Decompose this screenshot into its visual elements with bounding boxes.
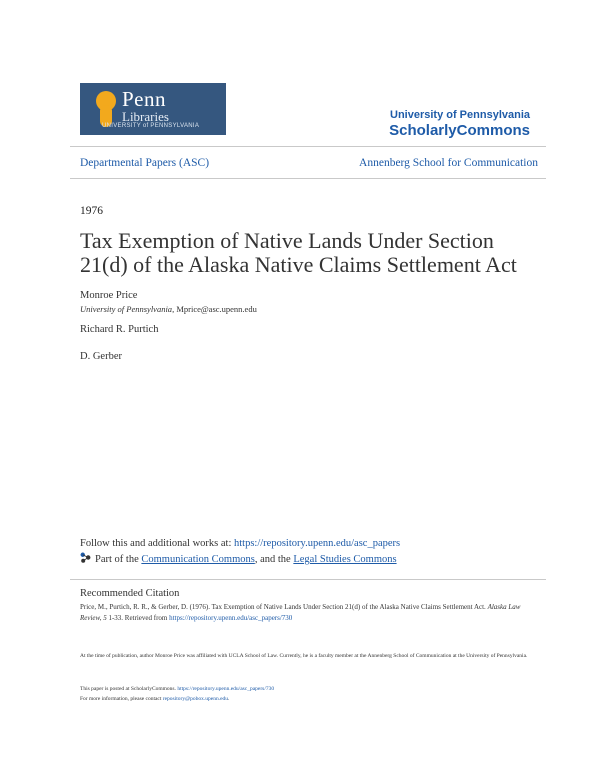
publication-year: 1976 [80,205,103,217]
part-of-line [95,554,397,565]
citation-part2: 1-33. Retrieved from [106,614,170,622]
citation-text [80,602,535,624]
departmental-papers-link[interactable]: Departmental Papers (ASC) [80,157,210,169]
footer-info [80,684,274,704]
contact-email-link[interactable]: repository@pobox.upenn.edu [162,696,229,702]
citation-heading: Recommended Citation [80,588,180,599]
follow-text: Follow this and additional works at: [80,538,234,549]
nav-divider [70,178,546,179]
author-name: D. Gerber [80,351,122,362]
author-email[interactable]: Mprice@asc.upenn.edu [176,304,257,314]
header-divider [70,146,546,147]
logo-penn-text: Penn [122,87,166,111]
citation-journal: Alaska Law Review, 5 [80,603,521,622]
communication-commons-link[interactable]: Communication Commons [141,554,255,565]
brand-university[interactable]: University of Pennsylvania [390,109,530,121]
affiliation-institution: University of Pennsylvania [80,304,173,314]
citation-divider [70,579,546,580]
annenberg-school-link[interactable]: Annenberg School for Communication [359,157,538,169]
paper-title: Tax Exemption of Native Lands Under Section 21(d) of the Alaska Native Claims Settlement Act [80,228,517,277]
affiliation-separator: , [172,304,177,314]
logo-university-text: UNIVERSITY of PENNSYLVANIA [102,123,200,129]
penn-libraries-logo[interactable] [80,83,226,135]
author-name: Richard R. Purtich [80,324,159,335]
posted-prefix: This paper is posted at ScholarlyCommons. [80,686,178,692]
legal-studies-commons-link[interactable]: Legal Studies Commons [293,554,397,565]
brand-scholarlycommons[interactable]: ScholarlyCommons [389,122,530,139]
logo-libraries-text: Libraries [122,109,169,124]
posted-line [80,684,274,694]
partof-prefix: Part of the [95,554,142,565]
author-name: Monroe Price [80,290,138,301]
affiliation-note: At the time of publication, author Monroe Price was affiliated with UCLA School of Law. Currently, he is a faculty member at the Annenberg School of Communication at the University of Pennsylvania. [80,653,528,659]
follow-line [80,538,400,549]
contact-line [80,694,274,704]
follow-url-link[interactable]: https://repository.upenn.edu/asc_papers [234,538,401,549]
author-affiliation [80,304,257,314]
contact-prefix: For more information, please contact [80,696,163,702]
commons-network-icon [80,552,91,563]
partof-middle: , and the [254,554,294,565]
contact-suffix: . [228,696,230,702]
citation-url-link[interactable]: https://repository.upenn.edu/asc_papers/730 [169,614,293,622]
citation-part1: Price, M., Purtich, R. R., & Gerber, D. (1976). Tax Exemption of Native Lands Under Section 21(d) of the Alaska Native Claims Settlement Act. [80,603,488,611]
posted-url-link[interactable]: https://repository.upenn.edu/asc_papers/730 [177,686,275,692]
